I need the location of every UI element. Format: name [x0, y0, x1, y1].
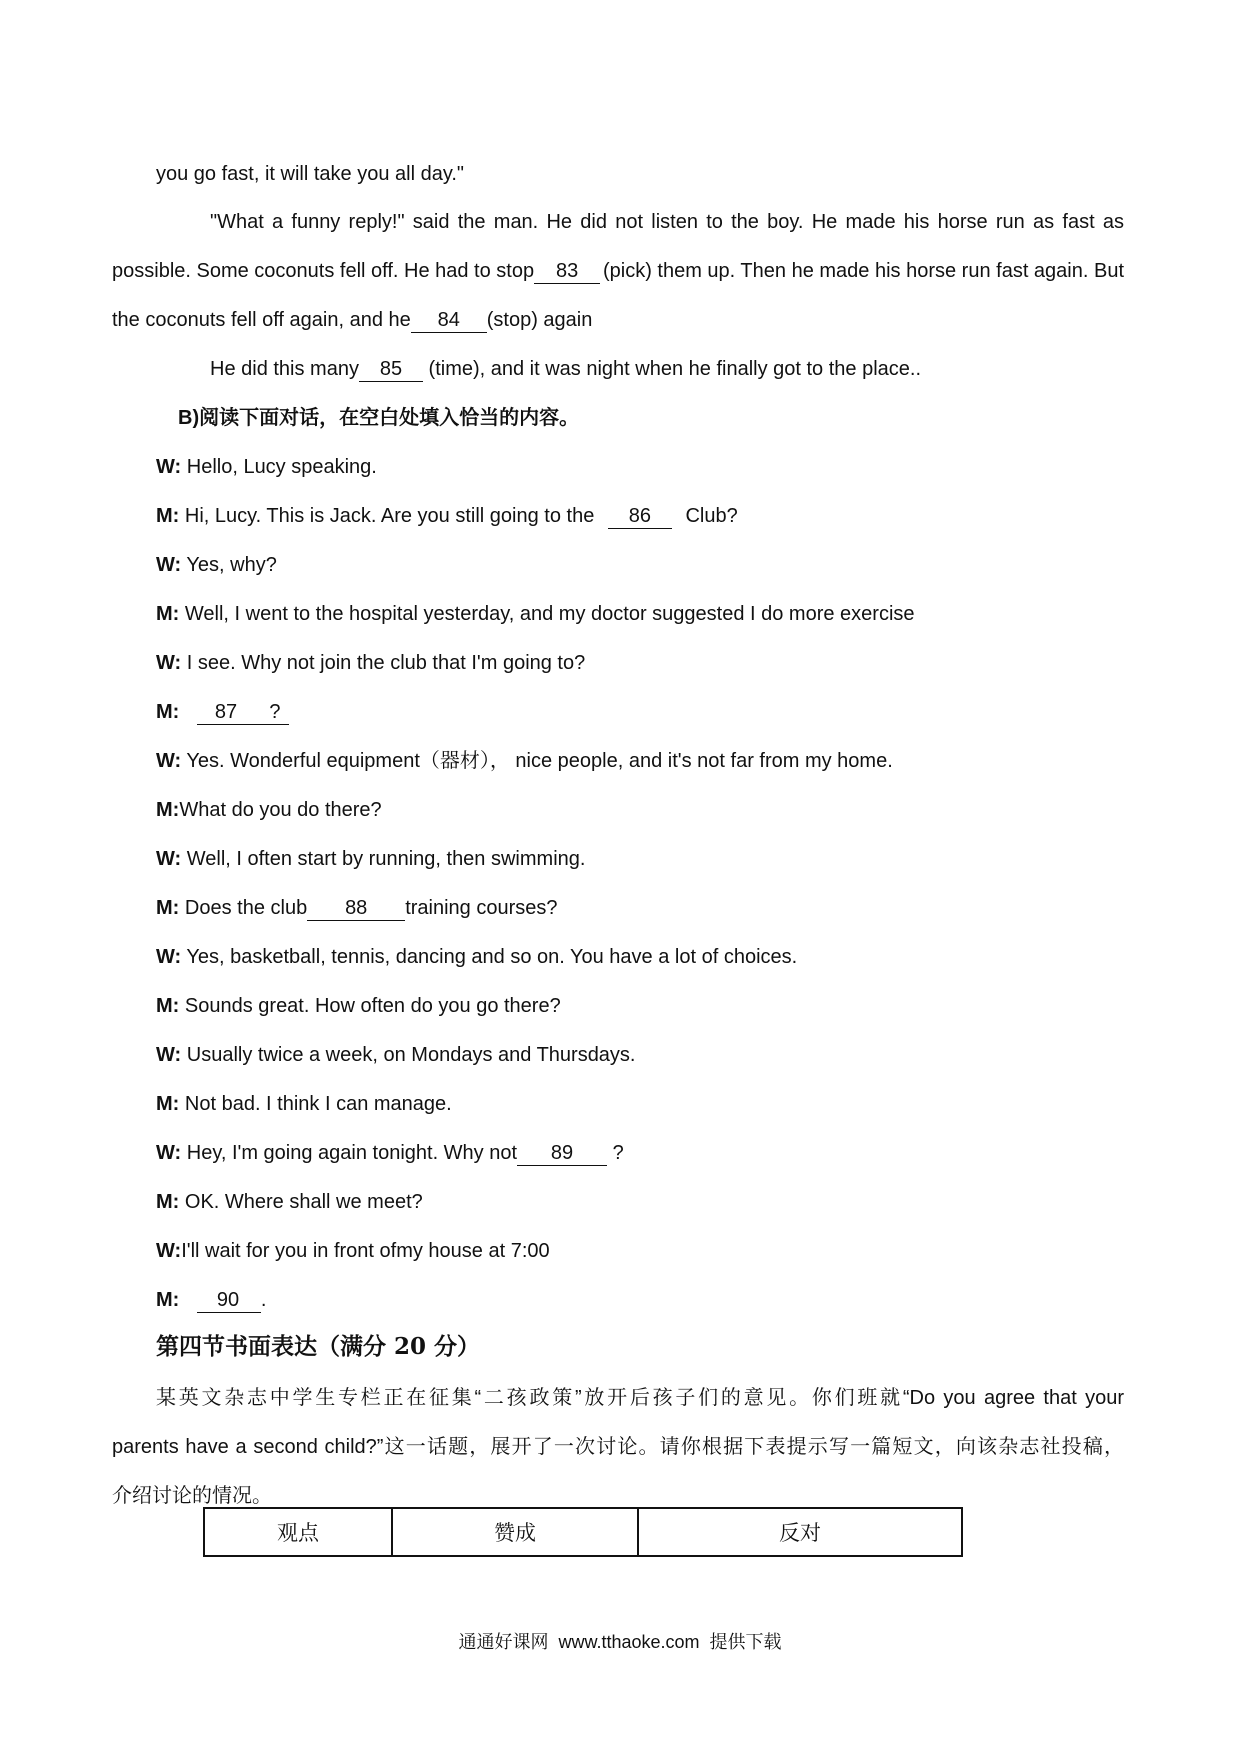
speaker-label: W:: [156, 946, 182, 968]
passage-text: the coconuts fell off again, and he: [112, 309, 411, 331]
dialogue-line: [156, 992, 561, 1020]
answer-blank-89[interactable]: 89: [517, 1141, 607, 1166]
writing-prompt-line-3: 介绍讨论的情况。: [112, 1485, 272, 1507]
speaker-label: W:: [156, 1142, 182, 1164]
dialogue-line: [156, 1139, 624, 1167]
speaker-label: M:: [156, 1093, 180, 1115]
dialogue-text: Yes, basketball, tennis, dancing and so on. You have a lot of choices.: [186, 946, 798, 968]
dialogue-text: Yes. Wonderful equipment（器材）， nice people, and it's not far from my home.: [186, 750, 893, 772]
dialogue-text: Hey, I'm going again tonight. Why not: [186, 1142, 518, 1164]
dialogue-line: [156, 943, 797, 971]
speaker-label: M:: [156, 505, 180, 527]
dialogue-text: Not bad. I think I can manage.: [184, 1093, 452, 1115]
table-row: [204, 1508, 962, 1556]
answer-blank-88[interactable]: 88: [307, 896, 405, 921]
dialogue-text: Yes, why?: [186, 554, 277, 576]
passage-text: (pick) them up. Then he made his horse run fast again. But: [602, 260, 1124, 282]
speaker-label: M:: [156, 897, 180, 919]
passage-line-1: you go fast, it will take you all day.": [156, 163, 464, 185]
blank-question-mark: ?: [261, 700, 289, 725]
speaker-label: M:: [156, 701, 180, 723]
speaker-label: M:: [156, 1191, 180, 1213]
dialogue-text: Does the club: [184, 897, 308, 919]
dialogue-line: [156, 551, 277, 579]
speaker-label: W:: [156, 652, 182, 674]
dialogue-line: [156, 747, 893, 775]
dialogue-text: training courses?: [405, 897, 558, 919]
dialogue-line: [156, 1090, 452, 1118]
speaker-label: M:: [156, 603, 180, 625]
speaker-label: W:: [156, 554, 182, 576]
dialogue-line: [156, 1188, 423, 1216]
dialogue-line: [156, 845, 585, 873]
page-footer: 通通好课网 www.tthaoke.com 提供下载: [458, 1632, 782, 1652]
writing-prompt-line-2: parents have a second child?”这一话题，展开了一次讨论。请你根据下表提示写一篇短文，向该杂志社投稿，: [112, 1436, 1124, 1458]
dialogue-text: Hi, Lucy. This is Jack. Are you still going to the: [184, 505, 595, 527]
dialogue-text: I see. Why not join the club that I'm going to?: [186, 652, 586, 674]
speaker-label: M:: [156, 799, 180, 821]
speaker-label: W:: [156, 1044, 182, 1066]
speaker-label: W:: [156, 1240, 182, 1262]
speaker-label: W:: [156, 848, 182, 870]
dialogue-line: [156, 894, 558, 922]
speaker-label: W:: [156, 750, 182, 772]
dialogue-line: [156, 698, 289, 726]
opinion-table: [203, 1507, 963, 1557]
dialogue-text: .: [260, 1289, 267, 1311]
dialogue-text: Well, I often start by running, then swimming.: [186, 848, 586, 870]
dialogue-line: [156, 600, 915, 628]
passage-text: (time), and it was night when he finally got to the place..: [428, 358, 922, 380]
speaker-label: M:: [156, 1289, 180, 1311]
dialogue-text: What do you do there?: [179, 799, 382, 821]
answer-blank-90[interactable]: 90: [197, 1288, 261, 1313]
passage-line-3: [112, 257, 1124, 285]
answer-blank-85[interactable]: 85: [359, 357, 423, 382]
answer-blank-83[interactable]: 83: [534, 259, 600, 284]
dialogue-line: [156, 649, 585, 677]
dialogue-line: [156, 1286, 266, 1314]
table-header-cell: 观点: [204, 1508, 392, 1556]
passage-line-4: [112, 306, 592, 334]
dialogue-text: OK. Where shall we meet?: [184, 1191, 423, 1213]
passage-line-2: "What a funny reply!" said the man. He did not listen to the boy. He made his horse run as fast as: [210, 211, 1124, 233]
dialogue-text: ?: [612, 1142, 624, 1164]
passage-text: (stop) again: [486, 309, 593, 331]
dialogue-text: Hello, Lucy speaking.: [186, 456, 377, 478]
section-4-heading: 第四节书面表达（满分 20 分）: [156, 1333, 481, 1360]
speaker-label: M:: [156, 995, 180, 1017]
dialogue-line: [156, 453, 377, 481]
dialogue-line: [156, 1041, 636, 1069]
dialogue-text: Usually twice a week, on Mondays and Thursdays.: [186, 1044, 636, 1066]
dialogue-text: Sounds great. How often do you go there?: [184, 995, 561, 1017]
dialogue-line: [156, 1237, 550, 1265]
passage-text: possible. Some coconuts fell off. He had to stop: [112, 260, 535, 282]
dialogue-line: [156, 796, 382, 824]
passage-text: He did this many: [210, 358, 359, 380]
answer-blank-87[interactable]: 87: [197, 700, 261, 725]
speaker-label: W:: [156, 456, 182, 478]
dialogue-text: Well, I went to the hospital yesterday, and my doctor suggested I do more exercise: [184, 603, 915, 625]
answer-blank-86[interactable]: 86: [608, 504, 672, 529]
dialogue-text: Club?: [685, 505, 738, 527]
section-b-heading: B)阅读下面对话，在空白处填入恰当的内容。: [178, 407, 580, 429]
writing-prompt-line-1: 某英文杂志中学生专栏正在征集“二孩政策”放开后孩子们的意见。你们班就“Do you agree that your: [156, 1387, 1124, 1409]
table-header-cell: 反对: [638, 1508, 962, 1556]
table-header-cell: 赞成: [392, 1508, 638, 1556]
passage-line-5: [210, 355, 921, 383]
dialogue-line: [156, 502, 738, 530]
dialogue-text: I'll wait for you in front ofmy house at 7:00: [181, 1240, 550, 1262]
answer-blank-84[interactable]: 84: [411, 308, 487, 333]
